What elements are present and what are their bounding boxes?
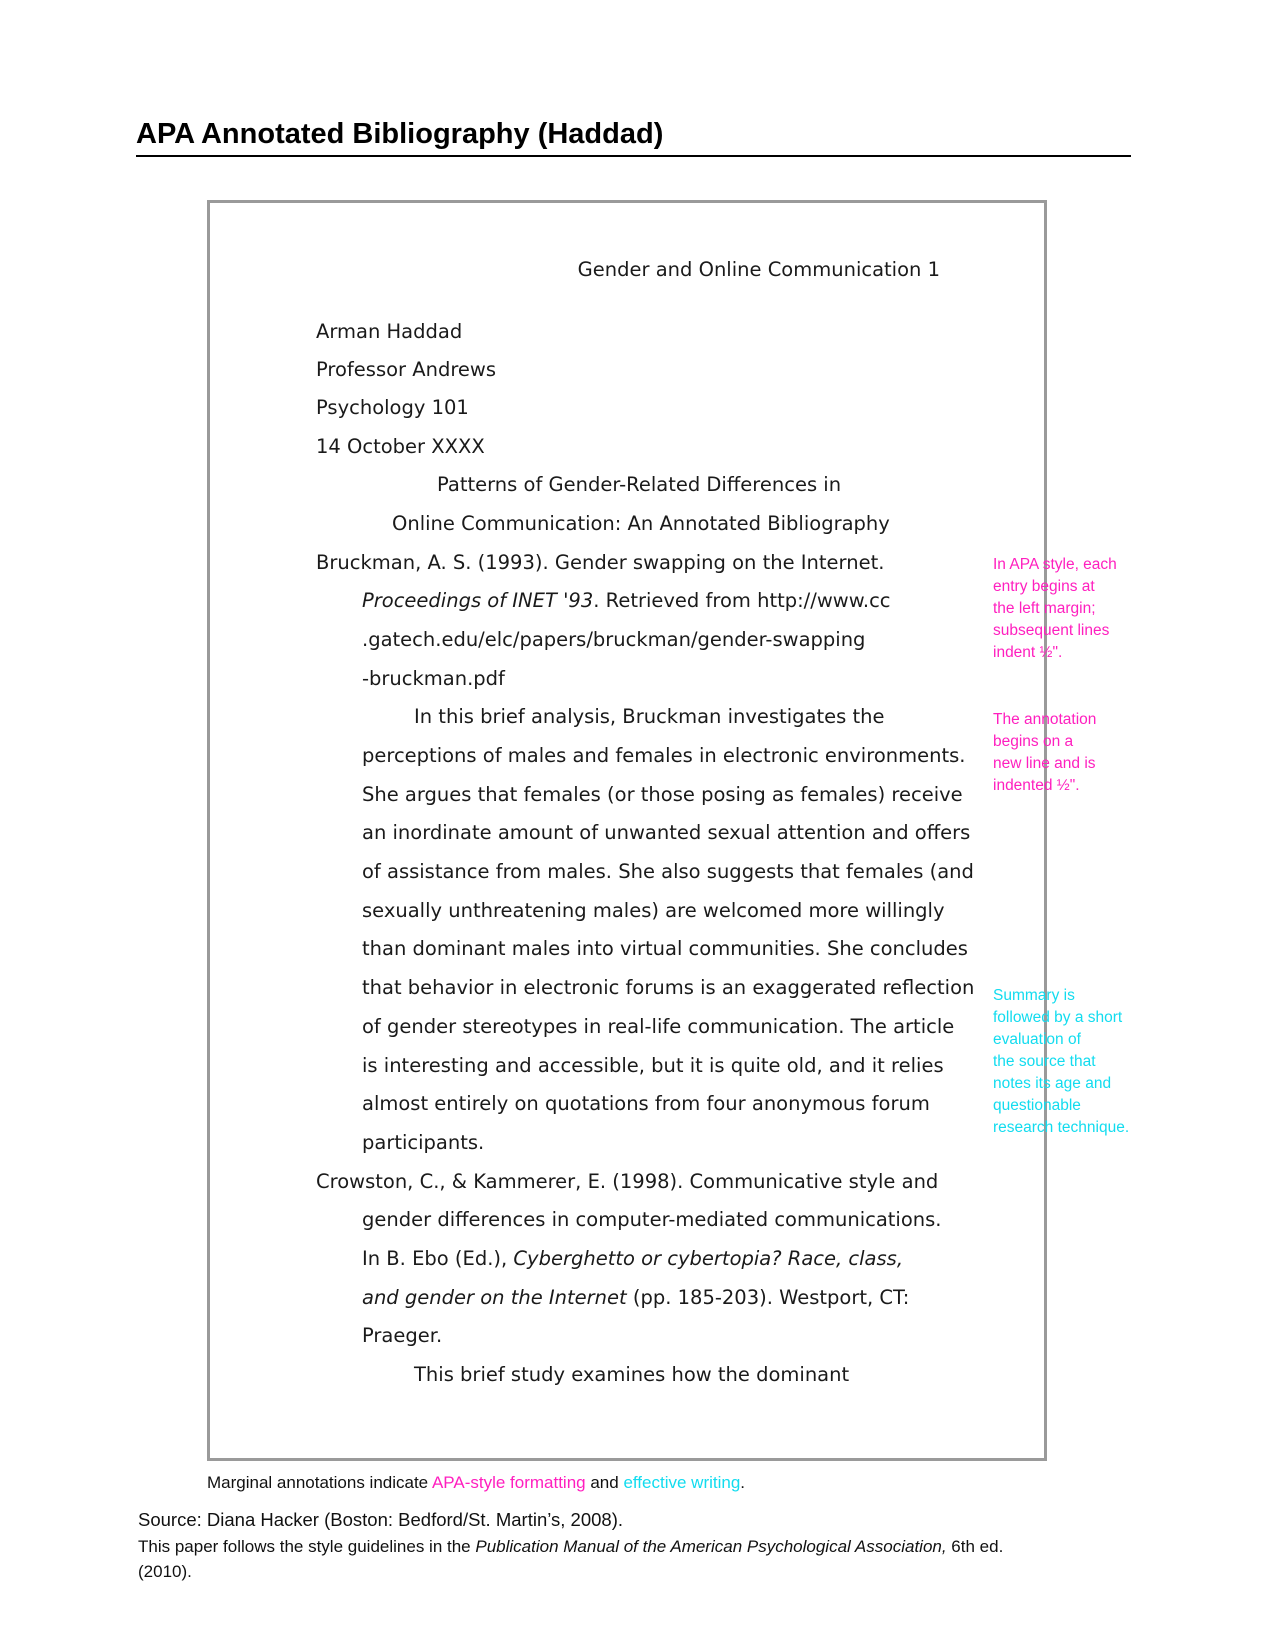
entry1-annotation-line: perceptions of males and females in electronic environments. xyxy=(362,744,966,767)
entry2-citation-line: Praeger. xyxy=(362,1324,443,1347)
entry2-annotation-line: This brief study examines how the dominant xyxy=(414,1363,850,1386)
entry1-annotation-line: of assistance from males. She also suggests that females (and xyxy=(362,860,974,883)
note-line: The annotation xyxy=(993,711,1097,728)
note-line: Summary is xyxy=(993,987,1075,1004)
title-rule xyxy=(136,155,1131,157)
course-name: Psychology 101 xyxy=(316,396,469,419)
note-line: begins on a xyxy=(993,733,1074,750)
entry1-annotation-line: is interesting and accessible, but it is quite old, and it relies xyxy=(362,1054,944,1077)
note-line: research technique. xyxy=(993,1119,1130,1136)
margin-connector-line xyxy=(1045,522,1047,552)
entry1-retrieved: . Retrieved from http://www.cc xyxy=(593,589,891,612)
note-line: In APA style, each xyxy=(993,556,1117,573)
professor-name: Professor Andrews xyxy=(316,358,497,381)
entry1-citation-line xyxy=(362,591,891,611)
note-line: subsequent lines xyxy=(993,622,1110,639)
entry1-citation-line: .gatech.edu/elc/papers/bruckman/gender-swapping xyxy=(362,628,866,651)
entry2-publication: (pp. 185-203). Westport, CT: xyxy=(626,1286,910,1309)
entry2-citation-line: Crowston, C., & Kammerer, E. (1998). Communicative style and xyxy=(316,1170,939,1193)
running-head: Gender and Online Communication 1 xyxy=(577,258,940,281)
margin-note-evaluation xyxy=(993,985,1129,1139)
entry2-citation-line xyxy=(362,1288,909,1308)
entry1-citation-line: Bruckman, A. S. (1993). Gender swapping on the Internet. xyxy=(316,551,885,574)
entry1-annotation-line: sexually unthreatening males) are welcomed more willingly xyxy=(362,899,945,922)
entry2-book-title: Cyberghetto or cybertopia? Race, class, xyxy=(513,1247,904,1270)
style-guide-year: (2010). xyxy=(138,1562,192,1581)
manual-title: Publication Manual of the American Psychological Association, xyxy=(475,1537,947,1556)
legend-text: and xyxy=(585,1473,624,1492)
margin-connector-line xyxy=(1045,670,1047,710)
style-note-text: 6th ed. xyxy=(946,1537,1004,1556)
entry1-citation-line: -bruckman.pdf xyxy=(362,667,505,690)
legend-text: . xyxy=(740,1473,746,1492)
entry1-annotation-line: than dominant males into virtual communities. She concludes xyxy=(362,937,968,960)
margin-note-annotation-indent xyxy=(993,709,1096,797)
note-line: followed by a short xyxy=(993,1009,1123,1026)
author-name: Arman Haddad xyxy=(316,320,463,343)
note-line: notes its age and xyxy=(993,1075,1112,1092)
margin-connector-line xyxy=(1045,1135,1047,1185)
paper-title-line-1: Patterns of Gender-Related Differences in xyxy=(437,473,842,496)
margin-note-entry-format xyxy=(993,554,1117,664)
entry2-citation-line: gender differences in computer-mediated communications. xyxy=(362,1208,942,1231)
entry1-source-title: Proceedings of INET '93 xyxy=(362,589,594,612)
page-title: APA Annotated Bibliography (Haddad) xyxy=(136,118,664,150)
entry2-editor: In B. Ebo (Ed.), xyxy=(362,1247,514,1270)
paper-date: 14 October XXXX xyxy=(316,435,485,458)
note-line: evaluation of xyxy=(993,1031,1081,1048)
entry1-annotation-line: almost entirely on quotations from four anonymous forum xyxy=(362,1092,930,1115)
note-line: new line and is xyxy=(993,755,1096,772)
note-line: indent ½". xyxy=(993,644,1063,661)
entry1-annotation-line: that behavior in electronic forums is an exaggerated reflection xyxy=(362,976,975,999)
entry1-annotation-line: She argues that females (or those posing as females) receive xyxy=(362,783,963,806)
legend-text: Marginal annotations indicate xyxy=(207,1473,432,1492)
entry1-annotation-line: of gender stereotypes in real-life communication. The article xyxy=(362,1015,955,1038)
legend-formatting: APA-style formatting xyxy=(431,1473,586,1492)
note-line: the source that xyxy=(993,1053,1096,1070)
style-note-text: This paper follows the style guidelines in the xyxy=(138,1537,476,1556)
source-credit: Source: Diana Hacker (Boston: Bedford/St. Martin’s, 2008). xyxy=(138,1509,624,1530)
entry2-citation-line xyxy=(362,1249,903,1269)
entry1-annotation-line: In this brief analysis, Bruckman investigates the xyxy=(414,705,885,728)
entry1-annotation-line: an inordinate amount of unwanted sexual attention and offers xyxy=(362,821,971,844)
note-line: the left margin; xyxy=(993,600,1096,617)
margin-connector-line xyxy=(1045,802,1047,984)
legend-writing: effective writing xyxy=(623,1473,741,1492)
note-line: entry begins at xyxy=(993,578,1095,595)
entry2-book-title-cont: and gender on the Internet xyxy=(362,1286,627,1309)
style-guide-note xyxy=(138,1537,1003,1557)
entry1-annotation-line: participants. xyxy=(362,1131,485,1154)
annotation-legend xyxy=(207,1473,745,1493)
note-line: indented ½". xyxy=(993,777,1080,794)
note-line: questionable xyxy=(993,1097,1081,1114)
paper-title-line-2: Online Communication: An Annotated Bibliography xyxy=(392,512,890,535)
